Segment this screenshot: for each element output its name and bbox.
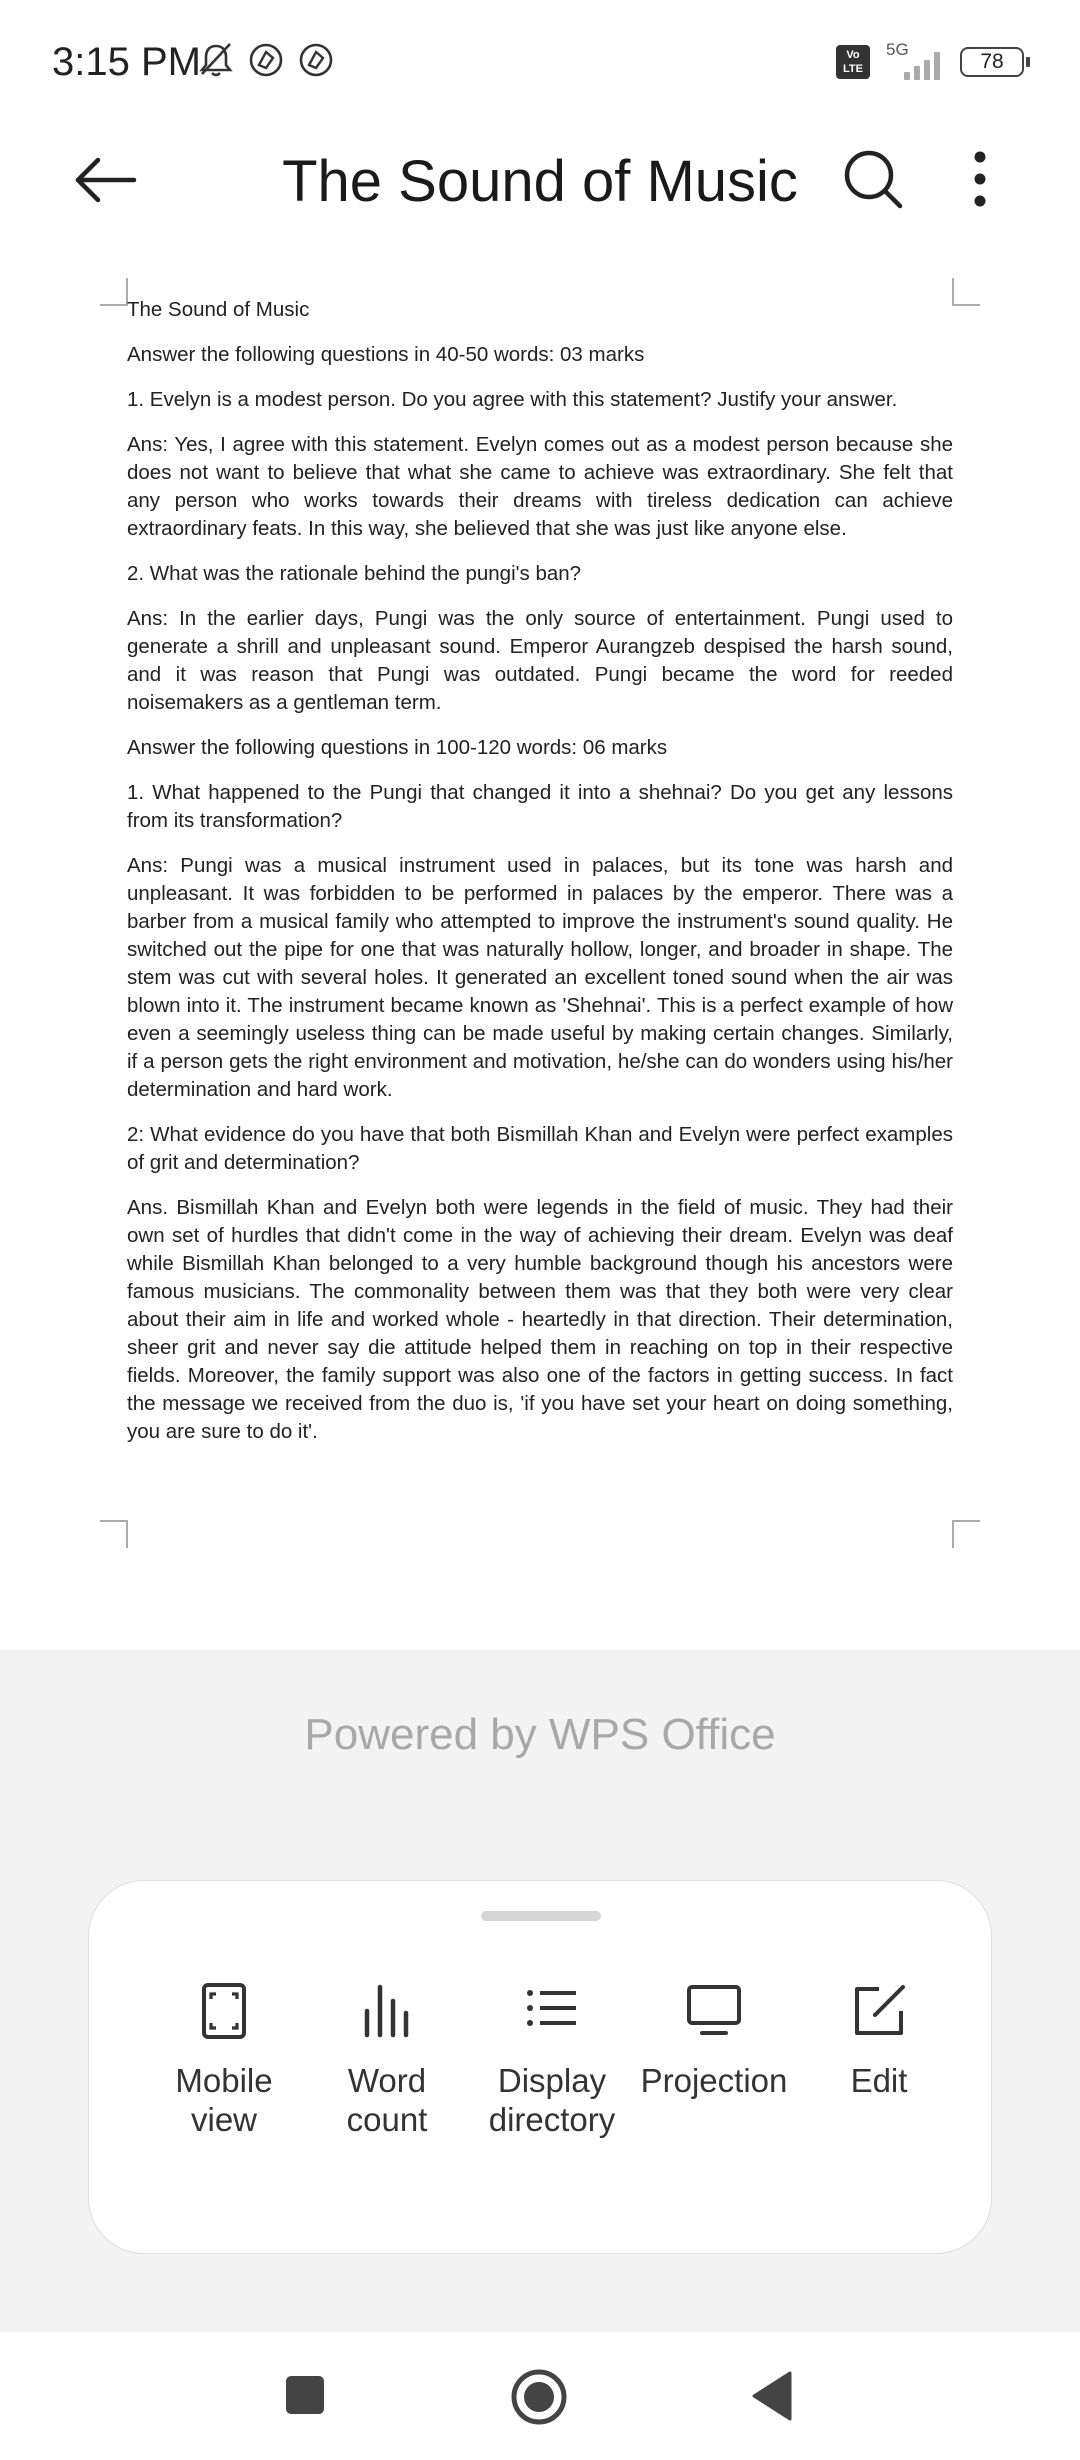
question: 2. What was the rationale behind the pungi's ban? [127, 562, 582, 585]
mobile-view-label: Mobile view [175, 2062, 273, 2138]
mobile-view-button[interactable] [144, 1981, 304, 2139]
search-icon [838, 144, 908, 214]
status-bar [0, 0, 1080, 130]
projection-button[interactable] [634, 1981, 794, 2100]
app-bar [0, 130, 1080, 230]
display-directory-label: Display directory [488, 2062, 616, 2138]
search-button[interactable] [838, 144, 908, 214]
bar-chart-icon [357, 1981, 417, 2041]
answer: Ans: Yes, I agree with this statement. Evelyn comes out as a modest person because she does not want to believe that what she came to achieve was extraordinary. She felt that any person who works towards their dreams with tireless dedication can achieve extraordinary feats. In this way, she believed that she was just like anyone else. [127, 433, 953, 540]
list-icon [522, 1981, 582, 2041]
drag-handle[interactable] [481, 1911, 601, 1921]
document-body [127, 296, 953, 1463]
word-count-label: Word count [346, 2062, 428, 2138]
home-button[interactable] [510, 2368, 568, 2431]
projection-label: Projection [640, 2062, 788, 2099]
powered-by-label: Powered by WPS Office [304, 1710, 776, 1759]
more-vertical-icon [958, 144, 1002, 214]
status-time: 3:15 PM [52, 40, 201, 84]
section-heading: Answer the following questions in 40-50 words: 03 marks [127, 343, 645, 366]
triangle-back-icon [750, 2370, 794, 2422]
page-title: The Sound of Music [282, 149, 798, 214]
app-notification-icon [246, 40, 286, 80]
section-heading: Answer the following questions in 100-120 words: 06 marks [127, 736, 668, 759]
system-nav-bar [0, 2332, 1080, 2460]
answer: Ans: Pungi was a musical instrument used in palaces, but its tone was harsh and unpleasant. It was forbidden to be performed in palaces by the emperor. There was a barber from a musical family who attempted to improve the instrument's sound quality. He switched out the pipe for one that was naturally hollow, longer, and broader in shape. The stem was cut with several holes. It generated an excellent toned sound when the air was blown into it. The instrument became known as 'Shehnai'. This is a perfect example of how even a seemingly useless thing can be made useful by making certain changes. Similarly, if a person gets the right environment and motivation, he/she can do wonders using his/her determination and hard work. [127, 854, 953, 1101]
battery-level: 78 [980, 50, 1004, 73]
status-system-icons [836, 40, 1024, 80]
battery-icon [960, 47, 1024, 77]
question: 1. Evelyn is a modest person. Do you agree with this statement? Justify your answer. [127, 388, 898, 411]
document-title: The Sound of Music [127, 298, 310, 321]
answer: Ans. Bismillah Khan and Evelyn both were legends in the field of music. They had their own set of hurdles that didn't come in the way of achieving their dream. Evelyn was deaf while Bismillah Khan belonged to a very humble background though his ancestors were famous musicians. The commonality between them was that they both were very clear about their aim in life and worked whole - heartedly in that direction. Their determination, sheer grit and never say die attitude helped them in reaching on top in their respective fields. Moreover, the family support was also one of the factors in getting success. In fact the message we received from the duo is, 'if you have set your heart on doing something, you are sure to do it'. [127, 1196, 953, 1443]
action-bar [89, 1981, 993, 2181]
recent-apps-button[interactable] [284, 2374, 326, 2421]
page-corner-mark [100, 278, 128, 306]
monitor-icon [684, 1981, 744, 2041]
circle-icon [510, 2368, 568, 2426]
edit-icon [849, 1981, 909, 2041]
bottom-panel-area [0, 1650, 1080, 2332]
more-options-button[interactable] [958, 144, 1002, 214]
app-notification-icon [296, 40, 336, 80]
page-corner-mark [100, 1520, 128, 1548]
back-nav-button[interactable] [750, 2370, 794, 2427]
page-corner-mark [952, 1520, 980, 1548]
network-type: 5G [886, 40, 909, 59]
edit-label: Edit [850, 2062, 908, 2099]
mobile-view-icon [194, 1981, 254, 2041]
signal-icon [884, 40, 946, 80]
bell-off-icon [196, 40, 236, 80]
answer: Ans: In the earlier days, Pungi was the only source of entertainment. Pungi used to generate a shrill and unpleasant sound. Emperor Aurangzeb despised the harsh sound, and it was reason that Pungi was outdated. Pungi became the word for reeded noisemakers as a gentleman term. [127, 607, 953, 714]
page-corner-mark [952, 278, 980, 306]
status-notification-icons [196, 40, 336, 80]
word-count-button[interactable] [307, 1981, 467, 2139]
question: 1. What happened to the Pungi that changed it into a shehnai? Do you get any lessons from its transformation? [127, 781, 953, 832]
display-directory-button[interactable] [472, 1981, 632, 2139]
document-page[interactable] [0, 260, 1080, 1650]
edit-button[interactable] [799, 1981, 959, 2100]
volte-icon: Vo LTE [836, 45, 870, 79]
square-icon [284, 2374, 326, 2416]
bottom-sheet [88, 1880, 992, 2254]
question: 2: What evidence do you have that both Bismillah Khan and Evelyn were perfect examples of grit and determination? [127, 1123, 953, 1174]
